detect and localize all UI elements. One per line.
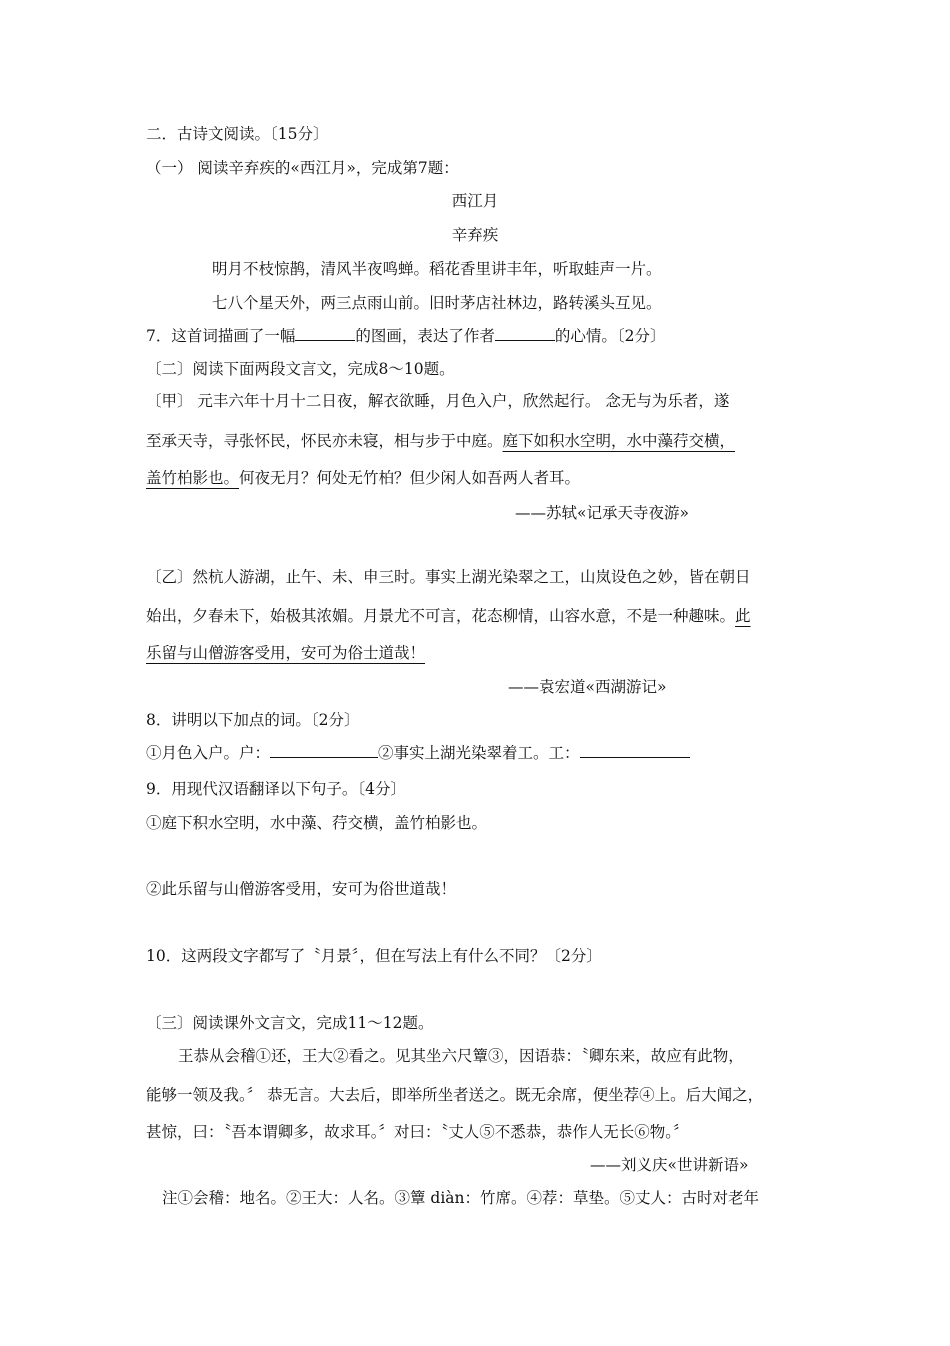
- jia-text-line: 〔甲〕 元丰六年十月十二日夜，解衣欲睡，月色入户，欣然起行。 念无与为乐者，遂: [146, 392, 730, 410]
- yi-source: ——袁宏道«西湖游记»: [508, 678, 667, 696]
- part3-notes: 注①会稽：地名。②王大：人名。③簟 diàn：竹席。④荐：草垫。⑤丈人：古时对老年: [162, 1189, 760, 1207]
- q8-blank-1[interactable]: [270, 743, 378, 758]
- section-title: 二．古诗文阅读。〔15分〕: [146, 125, 329, 143]
- yi-text-line: 〔乙〕然杭人游湖，止午、未、申三时。事实上湖光染翠之工，山岚设色之妙，皆在朝日: [146, 568, 751, 586]
- part1-intro: （一） 阅读辛弃疾的«西江月»，完成第7题：: [146, 159, 459, 177]
- q7-blank-1[interactable]: [295, 326, 355, 341]
- part3-text-line: 能够一领及我。〞 恭无言。大去后，即举所坐者送之。既无余席，便坐荐④上。后大闻之，: [146, 1086, 764, 1104]
- jia-text: 何夜无月？何处无竹柏？但少闲人如吾两人者耳。: [239, 469, 581, 487]
- q7-text: 的心情。〔2分〕: [554, 327, 666, 345]
- jia-underlined-text: 盖竹柏影也。: [146, 469, 240, 487]
- yi-underlined-text: 此: [735, 607, 751, 625]
- jia-text-line: [146, 468, 580, 488]
- q9-sentence-1: ①庭下积水空明，水中藻、荇交横，盖竹柏影也。: [146, 814, 488, 832]
- jia-text: 至承天寺，寻张怀民，怀民亦未寝，相与步于中庭。: [146, 432, 503, 450]
- question-8-items: [146, 743, 690, 763]
- part3-source: ——刘义庆«世讲新语»: [590, 1156, 749, 1174]
- q7-text: 7．这首词描画了一幅: [146, 327, 296, 345]
- q9-sentence-2: ②此乐留与山僧游客受用，安可为俗世道哉！: [146, 880, 457, 898]
- part3-text-line: 甚惊，曰：〝吾本谓卿多，故求耳。〞对曰：〝丈人⑤不悉恭，恭作人无长⑥物。〞: [146, 1123, 689, 1141]
- yi-underlined-text: 乐留与山僧游客受用，安可为俗士道哉！: [146, 644, 426, 662]
- question-10: 10．这两段文字都写了〝月景〞，但在写法上有什么不同？〔2分〕: [146, 947, 602, 965]
- yi-text-line: [146, 643, 425, 663]
- part3-intro: 〔三〕阅读课外文言文，完成11～12题。: [146, 1014, 434, 1032]
- question-8: 8．讲明以下加点的词。〔2分〕: [146, 711, 360, 729]
- q7-blank-2[interactable]: [495, 326, 555, 341]
- part3-text-line: 王恭从会稽①还，王大②看之。见其坐六尺簟③，因语恭：〝卿东来，故应有此物，: [178, 1047, 744, 1065]
- poem-line: 七八个星天外，两三点雨山前。旧时茅店社林边，路转溪头互见。: [212, 294, 662, 312]
- q8-blank-2[interactable]: [580, 743, 690, 758]
- jia-source: ——苏轼«记承天寺夜游»: [515, 504, 689, 522]
- jia-text-line: [146, 431, 735, 451]
- q7-text: 的图画，表达了作者: [355, 327, 495, 345]
- question-9: 9．用现代汉语翻译以下句子。〔4分〕: [146, 780, 406, 798]
- yi-text-line: [146, 606, 751, 626]
- q8-item-1: ①月色入户。户：: [146, 744, 271, 762]
- q8-item-2: ②事实上湖光染翠着工。工：: [378, 744, 580, 762]
- poem-author: 辛弃疾: [451, 226, 499, 244]
- jia-underlined-text: 庭下如积水空明，水中藻荇交横，: [502, 432, 736, 450]
- poem-line: 明月不枝惊鹊，清风半夜鸣蝉。稻花香里讲丰年，听取蛙声一片。: [212, 260, 662, 278]
- part2-intro: 〔二〕阅读下面两段文言文，完成8～10题。: [146, 360, 455, 378]
- question-7: [146, 326, 666, 346]
- yi-text: 始出，夕春未下，始极其浓媚。月景尤不可言，花态柳情，山容水意，不是一种趣味。: [146, 607, 736, 625]
- poem-title: 西江月: [451, 192, 499, 210]
